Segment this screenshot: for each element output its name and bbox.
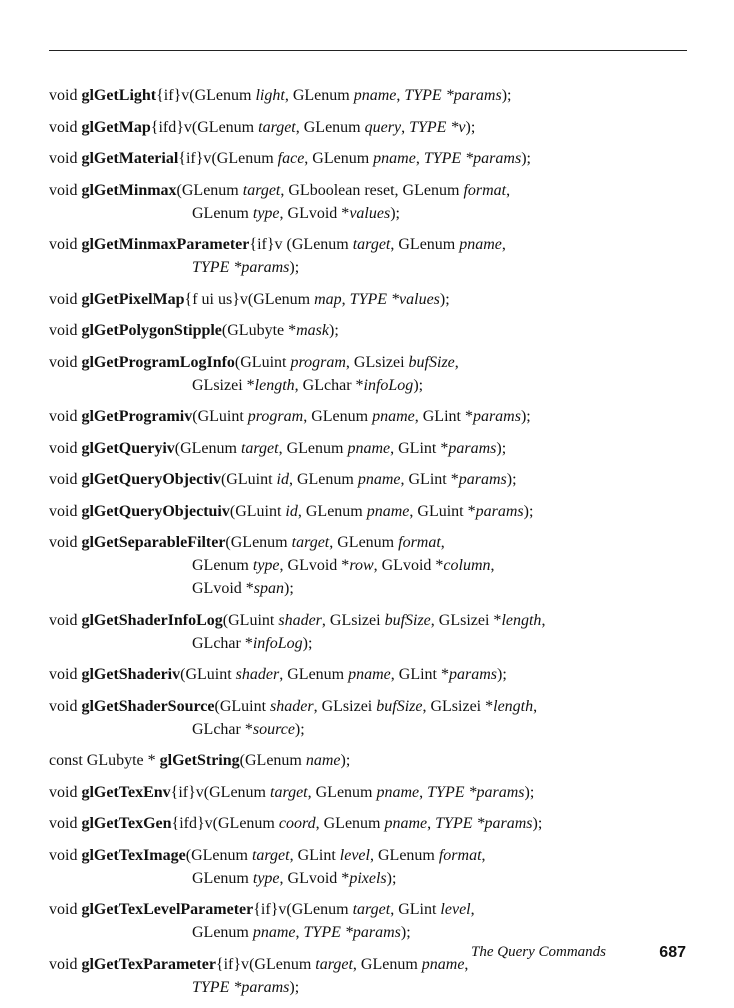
return-type: void	[49, 290, 78, 308]
signature-text: (GLenum	[282, 236, 353, 253]
prototype-first-line	[49, 531, 699, 554]
signature-text: );	[302, 634, 313, 652]
return-type: void	[49, 955, 78, 973]
parameter-name: params	[475, 502, 524, 520]
signature-text: , GLenum	[304, 150, 374, 167]
parameter-name: source	[252, 720, 295, 738]
function-entry	[49, 531, 699, 600]
signature-text: , GLint	[289, 846, 340, 864]
prototype-first-line	[49, 319, 699, 342]
signature-text: , GLenum	[315, 815, 385, 832]
prototype-continuation-line	[49, 976, 699, 999]
signature-text: , GLsizei	[345, 353, 409, 371]
parameter-name: params	[448, 439, 497, 457]
return-type: void	[49, 534, 78, 551]
signature-text: , GLenum	[390, 236, 460, 253]
function-entry	[49, 116, 699, 139]
prototype-first-line	[49, 500, 699, 523]
signature-text: (GLuint	[180, 666, 236, 683]
signature-text: (GLenum	[239, 752, 306, 769]
parameter-name: id	[285, 502, 298, 520]
signature-text: );	[506, 471, 517, 488]
signature-text: , GLuint *	[409, 502, 476, 520]
parameter-name: bufSize	[376, 697, 423, 715]
parameter-name: row	[349, 557, 374, 574]
parameter-name: shader	[270, 697, 314, 715]
signature-text: (GLenum	[176, 181, 243, 199]
parameter-name: target	[242, 181, 281, 199]
page-footer	[0, 944, 734, 968]
function-name: glGetTexEnv	[81, 783, 171, 801]
signature-text: ,	[419, 783, 428, 801]
return-type: void	[49, 181, 78, 199]
function-name: glGetMinmaxParameter	[81, 236, 250, 253]
parameter-name: params	[472, 408, 521, 425]
page-number: 687	[659, 944, 686, 961]
function-entry	[49, 288, 699, 311]
prototype-continuation-line	[49, 577, 699, 600]
function-name: glGetMaterial	[81, 150, 179, 167]
signature-text: );	[294, 720, 305, 738]
type-suffix: {f ui us}v	[184, 290, 248, 308]
signature-text: (GLenum	[185, 846, 252, 864]
signature-text: , GLint *	[414, 408, 473, 425]
return-type: void	[49, 118, 78, 136]
signature-text: , GLenum	[329, 534, 399, 551]
parameter-name: pname	[357, 471, 401, 488]
return-type: const GLubyte *	[49, 752, 156, 769]
parameter-name: TYPE *params	[192, 259, 290, 276]
prototype-first-line	[49, 179, 699, 202]
type-suffix: {if}v	[156, 87, 190, 104]
parameter-name: target	[352, 236, 391, 253]
function-name: glGetString	[159, 752, 240, 769]
function-name: glGetQueryObjectuiv	[81, 502, 230, 520]
function-name: glGetMap	[81, 118, 151, 136]
signature-text: );	[496, 439, 507, 457]
parameter-name: infoLog	[252, 634, 303, 652]
signature-text: (GLenum	[174, 439, 241, 457]
function-name: glGetTexLevelParameter	[81, 901, 254, 918]
parameter-name: target	[240, 439, 279, 457]
return-type: void	[49, 783, 78, 801]
prototype-continuation-line	[49, 554, 699, 577]
signature-text: GLenum	[192, 869, 253, 887]
function-name: glGetMinmax	[81, 181, 177, 199]
signature-text: ,	[464, 955, 469, 973]
parameter-name: coord	[278, 815, 316, 832]
signature-text: );	[501, 87, 512, 104]
parameter-name: program	[290, 353, 346, 371]
function-entry	[49, 609, 699, 655]
type-suffix: {if}v	[178, 150, 212, 167]
signature-text: , GLsizei	[321, 611, 385, 629]
function-entry	[49, 500, 699, 523]
type-suffix: {if}v	[249, 236, 283, 253]
signature-text: (GLuint	[192, 408, 248, 425]
return-type: void	[49, 87, 78, 104]
signature-text: , GLenum	[297, 502, 367, 520]
parameter-name: column	[443, 557, 491, 574]
signature-text: );	[523, 502, 534, 520]
signature-text: , GLenum	[278, 439, 348, 457]
signature-text: (GLuint	[222, 611, 279, 629]
parameter-name: pname	[353, 87, 397, 104]
function-name: glGetPolygonStipple	[81, 322, 222, 339]
parameter-name: TYPE *params	[192, 978, 290, 996]
signature-text: ,	[481, 846, 486, 864]
parameter-name: TYPE *params	[303, 924, 401, 941]
signature-text: , GLint *	[400, 471, 459, 488]
return-type: void	[49, 815, 78, 832]
signature-text: );	[386, 869, 397, 887]
function-entry	[49, 468, 699, 491]
signature-text: );	[284, 580, 294, 597]
signature-text: ,	[415, 150, 424, 167]
signature-text: );	[520, 408, 531, 425]
prototype-first-line	[49, 844, 699, 867]
signature-text: (GLenum	[225, 534, 292, 551]
signature-text: , GLint *	[390, 439, 449, 457]
signature-text: ,	[501, 236, 506, 253]
parameter-name: format	[463, 181, 507, 199]
signature-text: (GLuint	[234, 353, 291, 371]
return-type: void	[49, 322, 78, 339]
parameter-name: pname	[384, 815, 428, 832]
prototype-first-line	[49, 84, 699, 107]
parameter-name: program	[247, 408, 304, 425]
signature-text: , GLvoid *	[279, 557, 350, 574]
signature-text: );	[521, 150, 531, 167]
signature-text: , GLsizei *	[422, 697, 494, 715]
signature-text: ,	[533, 697, 538, 715]
signature-text: ,	[541, 611, 546, 629]
prototype-first-line	[49, 695, 699, 718]
prototype-first-line	[49, 609, 699, 632]
prototype-first-line	[49, 437, 699, 460]
function-name: glGetShaderiv	[81, 666, 181, 683]
prototype-first-line	[49, 812, 699, 835]
parameter-name: pname	[348, 666, 391, 683]
parameter-name: bufSize	[408, 353, 455, 371]
function-entry	[49, 749, 699, 772]
return-type: void	[49, 150, 78, 167]
parameter-name: pname	[373, 150, 416, 167]
function-name: glGetShaderSource	[81, 697, 215, 715]
signature-text: (GLubyte *	[221, 322, 297, 339]
parameter-name: pname	[376, 783, 420, 801]
signature-text: (GLuint	[220, 471, 277, 488]
signature-text: , GLvoid *	[373, 557, 444, 574]
parameter-name: TYPE *v	[409, 118, 466, 136]
parameter-name: level	[440, 901, 471, 918]
signature-text: , GLsizei *	[430, 611, 502, 629]
signature-text: (GLenum	[203, 783, 270, 801]
parameter-name: shader	[278, 611, 322, 629]
type-suffix: {if}v	[215, 955, 250, 973]
signature-text: (GLenum	[211, 150, 278, 167]
parameter-name: TYPE *values	[349, 290, 440, 308]
prototype-first-line	[49, 749, 699, 772]
signature-text: );	[497, 666, 507, 683]
parameter-name: light	[255, 87, 285, 104]
prototype-first-line	[49, 147, 699, 170]
parameter-name: params	[458, 471, 507, 488]
function-entry	[49, 781, 699, 804]
signature-text: (GLenum	[249, 955, 316, 973]
parameter-name: target	[251, 846, 290, 864]
signature-text: ,	[454, 353, 459, 371]
parameter-name: TYPE *params	[435, 815, 533, 832]
signature-text: , GLenum	[284, 87, 354, 104]
signature-text: );	[439, 290, 450, 308]
function-entry	[49, 233, 699, 279]
function-entry	[49, 84, 699, 107]
function-name: glGetSeparableFilter	[81, 534, 226, 551]
function-entry	[49, 844, 699, 890]
header-rule	[49, 50, 687, 51]
prototype-continuation-line	[49, 718, 699, 741]
prototype-first-line	[49, 288, 699, 311]
signature-text: , GLvoid *	[279, 869, 350, 887]
parameter-name: target	[352, 901, 391, 918]
signature-text: GLvoid *	[192, 580, 254, 597]
parameter-name: mask	[296, 322, 329, 339]
parameter-name: map	[314, 290, 342, 308]
parameter-name: length	[493, 697, 534, 715]
parameter-name: bufSize	[384, 611, 431, 629]
signature-text: , GLvoid *	[279, 204, 350, 222]
return-type: void	[49, 471, 78, 488]
prototype-continuation-line	[49, 867, 699, 890]
parameter-name: TYPE *params	[423, 150, 522, 167]
prototype-first-line	[49, 781, 699, 804]
signature-text: );	[400, 924, 411, 941]
signature-text: , GLboolean reset, GLenum	[280, 181, 464, 199]
signature-text: , GLenum	[279, 666, 349, 683]
function-list	[49, 84, 699, 1007]
parameter-name: params	[448, 666, 497, 683]
return-type: void	[49, 502, 78, 520]
type-suffix: {ifd}v	[171, 815, 213, 832]
type-suffix: {ifd}v	[150, 118, 192, 136]
parameter-name: type	[252, 557, 280, 574]
signature-text: ,	[440, 534, 445, 551]
parameter-name: pixels	[349, 869, 387, 887]
function-name: glGetLight	[81, 87, 157, 104]
return-type: void	[49, 408, 78, 425]
signature-text: ,	[401, 118, 410, 136]
signature-text: ,	[295, 924, 304, 941]
prototype-first-line	[49, 663, 699, 686]
prototype-first-line	[49, 405, 699, 428]
signature-text: );	[413, 376, 424, 394]
return-type: void	[49, 666, 78, 683]
function-name: glGetTexImage	[81, 846, 186, 864]
function-name: glGetQueryiv	[81, 439, 175, 457]
signature-text: ,	[396, 87, 405, 104]
prototype-first-line	[49, 116, 699, 139]
function-entry	[49, 695, 699, 741]
function-name: glGetProgramLogInfo	[81, 353, 235, 371]
parameter-name: pname	[366, 502, 410, 520]
signature-text: );	[289, 978, 300, 996]
signature-text: );	[390, 204, 400, 222]
signature-text: );	[340, 752, 351, 769]
signature-text: (GLenum	[191, 118, 259, 136]
signature-text: (GLuint	[229, 502, 286, 520]
parameter-name: TYPE *params	[404, 87, 502, 104]
signature-text: );	[524, 783, 535, 801]
prototype-first-line	[49, 468, 699, 491]
signature-text: , GLint	[390, 901, 441, 918]
signature-text: , GLint *	[390, 666, 449, 683]
function-entry	[49, 351, 699, 397]
parameter-name: name	[305, 752, 341, 769]
prototype-continuation-line	[49, 921, 699, 944]
parameter-name: shader	[235, 666, 280, 683]
function-name: glGetPixelMap	[81, 290, 185, 308]
parameter-name: infoLog	[363, 376, 414, 394]
signature-text: (GLenum	[189, 87, 256, 104]
signature-text: );	[329, 322, 339, 339]
signature-text: GLenum	[192, 924, 253, 941]
signature-text: , GLenum	[369, 846, 439, 864]
function-name: glGetQueryObjectiv	[81, 471, 221, 488]
return-type: void	[49, 611, 78, 629]
parameter-name: target	[291, 534, 330, 551]
parameter-name: values	[349, 204, 391, 222]
function-name: glGetTexGen	[81, 815, 172, 832]
parameter-name: length	[501, 611, 542, 629]
parameter-name: length	[254, 376, 295, 394]
signature-text: ,	[506, 181, 511, 199]
signature-text: ,	[341, 290, 350, 308]
parameter-name: pname	[459, 236, 502, 253]
function-entry	[49, 179, 699, 225]
function-entry	[49, 812, 699, 835]
signature-text: , GLenum	[295, 118, 365, 136]
return-type: void	[49, 236, 78, 253]
parameter-name: pname	[252, 924, 296, 941]
return-type: void	[49, 697, 78, 715]
parameter-name: TYPE *params	[427, 783, 525, 801]
prototype-continuation-line	[49, 374, 699, 397]
return-type: void	[49, 439, 78, 457]
function-name: glGetProgramiv	[81, 408, 193, 425]
function-entry	[49, 405, 699, 428]
function-name: glGetShaderInfoLog	[81, 611, 223, 629]
parameter-name: query	[364, 118, 402, 136]
parameter-name: span	[253, 580, 285, 597]
signature-text: , GLenum	[307, 783, 377, 801]
parameter-name: pname	[347, 439, 391, 457]
parameter-name: format	[398, 534, 441, 551]
parameter-name: type	[252, 869, 280, 887]
parameter-name: id	[276, 471, 289, 488]
signature-text: );	[289, 259, 300, 276]
prototype-first-line	[49, 351, 699, 374]
return-type: void	[49, 901, 78, 918]
signature-text: , GLenum	[352, 955, 422, 973]
return-type: void	[49, 846, 78, 864]
parameter-name: type	[252, 204, 280, 222]
function-entry	[49, 147, 699, 170]
signature-text: GLsizei *	[192, 376, 255, 394]
signature-text: (GLenum	[247, 290, 315, 308]
parameter-name: target	[270, 783, 308, 801]
signature-text: GLchar *	[192, 634, 253, 652]
prototype-first-line	[49, 233, 699, 256]
type-suffix: {if}v	[170, 783, 204, 801]
signature-text: (GLenum	[212, 815, 279, 832]
signature-text: , GLchar *	[294, 376, 364, 394]
parameter-name: target	[258, 118, 296, 136]
signature-text: (GLuint	[214, 697, 271, 715]
signature-text: );	[465, 118, 476, 136]
parameter-name: pname	[372, 408, 415, 425]
signature-text: ,	[490, 557, 495, 574]
parameter-name: pname	[421, 955, 465, 973]
prototype-continuation-line	[49, 256, 699, 279]
parameter-name: level	[339, 846, 370, 864]
signature-text: , GLsizei	[313, 697, 377, 715]
running-title: The Query Commands	[471, 944, 606, 960]
signature-text: GLenum	[192, 557, 253, 574]
function-entry	[49, 437, 699, 460]
signature-text: , GLenum	[288, 471, 358, 488]
signature-text: );	[532, 815, 543, 832]
function-entry	[49, 898, 699, 944]
signature-text: ,	[427, 815, 436, 832]
prototype-continuation-line	[49, 632, 699, 655]
signature-text: ,	[470, 901, 475, 918]
parameter-name: format	[438, 846, 482, 864]
function-name: glGetTexParameter	[81, 955, 216, 973]
signature-text: GLenum	[192, 204, 253, 222]
function-entry	[49, 663, 699, 686]
parameter-name: face	[277, 150, 305, 167]
return-type: void	[49, 353, 78, 371]
type-suffix: {if}v	[253, 901, 287, 918]
signature-text: GLchar *	[192, 720, 253, 738]
signature-text: , GLenum	[303, 408, 373, 425]
function-entry	[49, 319, 699, 342]
prototype-continuation-line	[49, 202, 699, 225]
parameter-name: target	[315, 955, 353, 973]
prototype-first-line	[49, 898, 699, 921]
signature-text: (GLenum	[286, 901, 353, 918]
